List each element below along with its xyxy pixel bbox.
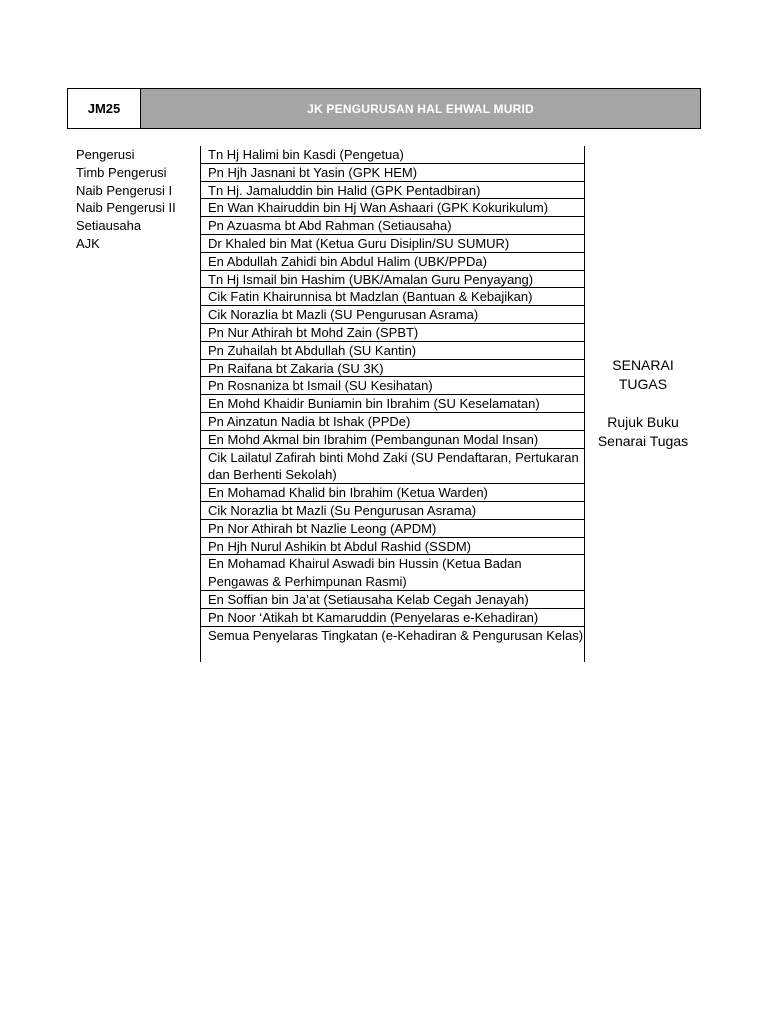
member-name: En Mohamad Khalid bin Ibrahim (Ketua Warden) xyxy=(200,484,585,502)
member-name: Pn Hjh Jasnani bt Yasin (GPK HEM) xyxy=(200,164,585,182)
note-line-3: Rujuk Buku xyxy=(607,414,679,430)
role-label: Naib Pengerusi I xyxy=(76,182,173,198)
table-row xyxy=(68,306,588,324)
table-row xyxy=(68,484,588,502)
duties-note xyxy=(588,356,698,451)
table-row xyxy=(68,164,588,182)
table-row xyxy=(68,182,588,200)
role-label: Setiausaha xyxy=(76,218,142,234)
table-row xyxy=(68,413,588,431)
table-row xyxy=(68,253,588,271)
table-row xyxy=(68,342,588,360)
note-line-4: Senarai Tugas xyxy=(597,433,689,449)
role-label: Timb Pengerusi xyxy=(76,164,167,180)
table-row xyxy=(68,538,588,556)
member-name: Pn Azuasma bt Abd Rahman (Setiausaha) xyxy=(200,217,585,235)
member-name: En Abdullah Zahidi bin Abdul Halim (UBK/PPDa) xyxy=(200,253,585,271)
member-name: Cik Fatin Khairunnisa bt Madzlan (Bantuan & Kebajikan) xyxy=(200,288,585,306)
table-row xyxy=(68,271,588,289)
member-name: En Soffian bin Ja’at (Setiausaha Kelab Cegah Jenayah) xyxy=(200,591,585,609)
member-name: Pn Ainzatun Nadia bt Ishak (PPDe) xyxy=(200,413,585,431)
member-name: Dr Khaled bin Mat (Ketua Guru Disiplin/SU SUMUR) xyxy=(200,235,585,253)
member-name: Pn Raifana bt Zakaria (SU 3K) xyxy=(200,360,585,378)
table-row xyxy=(68,377,588,395)
committee-title: JK PENGURUSAN HAL EHWAL MURID xyxy=(141,89,700,128)
role-label: AJK xyxy=(76,236,100,251)
note-line-2: TUGAS xyxy=(618,376,668,392)
role-label: Pengerusi xyxy=(76,147,135,162)
member-name: Tn Hj. Jamaluddin bin Halid (GPK Pentadbiran) xyxy=(200,182,585,200)
table-row xyxy=(68,555,588,591)
member-name: Pn Nur Athirah bt Mohd Zain (SPBT) xyxy=(200,324,585,342)
role-label: Naib Pengerusi II xyxy=(76,200,176,216)
member-name: Tn Hj Ismail bin Hashim (UBK/Amalan Guru Penyayang) xyxy=(200,271,585,289)
member-name: En Mohd Khaidir Buniamin bin Ibrahim (SU Keselamatan) xyxy=(200,395,585,413)
table-row xyxy=(68,199,588,217)
table-row xyxy=(68,520,588,538)
table-row xyxy=(68,146,588,164)
table-row xyxy=(68,324,588,342)
member-name: Pn Noor ‘Atikah bt Kamaruddin (Penyelaras e-Kehadiran) xyxy=(200,609,585,627)
table-row xyxy=(68,449,588,485)
member-name: Tn Hj Halimi bin Kasdi (Pengetua) xyxy=(200,146,585,164)
member-name: En Wan Khairuddin bin Hj Wan Ashaari (GPK Kokurikulum) xyxy=(200,199,585,217)
member-name: Cik Norazlia bt Mazli (Su Pengurusan Asrama) xyxy=(200,502,585,520)
table-row xyxy=(68,395,588,413)
document-code: JM25 xyxy=(68,89,141,128)
member-name: Pn Nor Athirah bt Nazlie Leong (APDM) xyxy=(200,520,585,538)
note-line-1: SENARAI xyxy=(612,357,674,373)
table-row xyxy=(68,235,588,253)
table-row xyxy=(68,502,588,520)
member-name: En Mohamad Khairul Aswadi bin Hussin (Ketua Badan Pengawas & Perhimpunan Rasmi) xyxy=(200,555,585,591)
member-name: Pn Rosnaniza bt Ismail (SU Kesihatan) xyxy=(200,377,585,395)
member-name: En Mohd Akmal bin Ibrahim (Pembangunan Modal Insan) xyxy=(200,431,585,449)
member-name: Cik Lailatul Zafirah binti Mohd Zaki (SU Pendaftaran, Pertukaran dan Berhenti Sekolah) xyxy=(200,449,585,485)
table-row xyxy=(68,591,588,609)
member-name: Pn Hjh Nurul Ashikin bt Abdul Rashid (SSDM) xyxy=(200,538,585,556)
table-row xyxy=(68,360,588,378)
document-header xyxy=(67,88,701,129)
member-name: Pn Zuhailah bt Abdullah (SU Kantin) xyxy=(200,342,585,360)
table-row xyxy=(68,217,588,235)
table-row xyxy=(68,288,588,306)
table-row xyxy=(68,627,588,663)
table-row xyxy=(68,609,588,627)
member-name: Cik Norazlia bt Mazli (SU Pengurusan Asrama) xyxy=(200,306,585,324)
table-row xyxy=(68,431,588,449)
member-name: Semua Penyelaras Tingkatan (e-Kehadiran & Pengurusan Kelas) xyxy=(200,627,585,663)
